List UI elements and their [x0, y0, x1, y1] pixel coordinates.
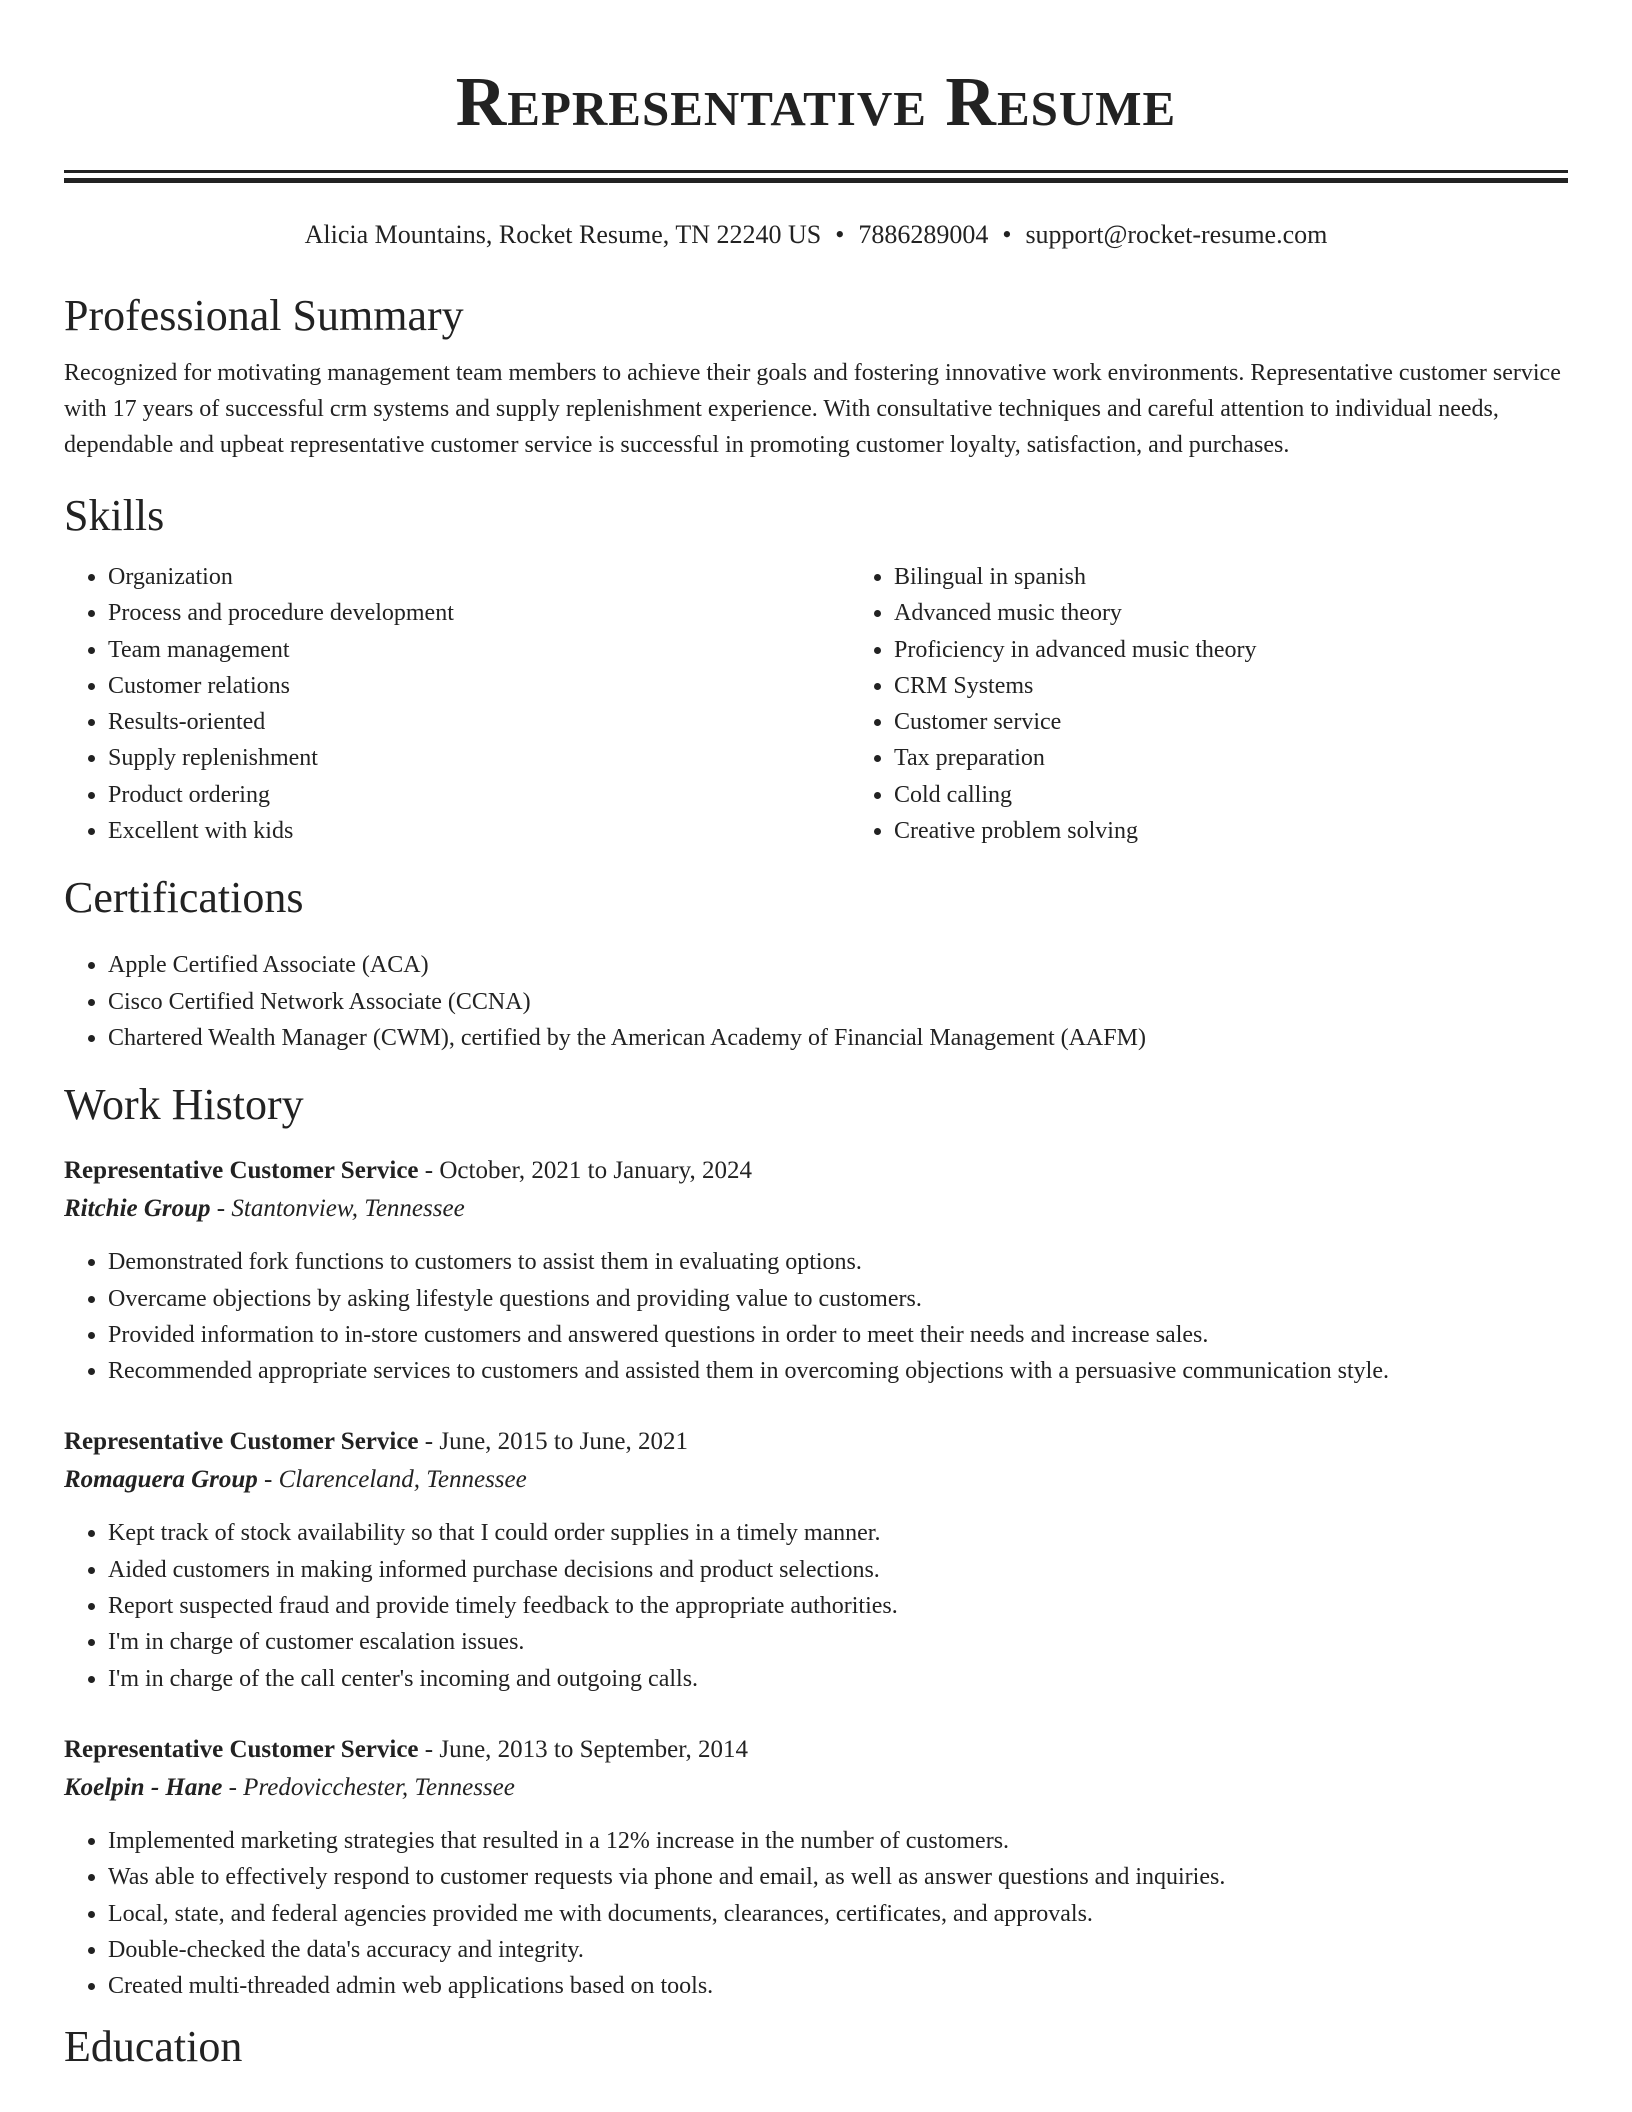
- job-bullet: • Kept track of stock availability so that I could order supplies in a timely manner.: [108, 1515, 1568, 1551]
- job-bullets: [64, 1244, 1568, 1389]
- certifications-heading: Certifications: [64, 873, 304, 923]
- skill-item: • Advanced music theory: [894, 595, 1632, 631]
- job-role: Representative Customer Service: [64, 1428, 419, 1456]
- summary-text: Recognized for motivating management team members to achieve their goals and fostering innovative work environments. Representative customer service with 17 years of successful crm systems and supply replenishment experience. With consultative techniques and careful attention to individual needs, dependable and upbeat representative customer service is successful in promoting customer loyalty, satisfaction, and purchases.: [64, 360, 1561, 458]
- job-bullet: • Created multi-threaded admin web applications based on tools.: [108, 1968, 1568, 2004]
- job-location: - Predovicchester, Tennessee: [222, 1773, 515, 1801]
- skill-item: • Tax preparation: [894, 740, 1632, 776]
- job-location: - Clarenceland, Tennessee: [257, 1466, 527, 1494]
- skill-item: • CRM Systems: [894, 668, 1632, 704]
- work-history-heading: Work History: [64, 1080, 304, 1130]
- job-entry: [64, 1423, 1568, 1696]
- contact-email[interactable]: support@rocket-resume.com: [1025, 220, 1328, 249]
- job-bullet: • Overcame objections by asking lifestyle questions and providing value to customers.: [108, 1281, 1568, 1317]
- skill-item: • Customer relations: [108, 668, 850, 704]
- certification-item: • Apple Certified Associate (ACA): [108, 947, 1568, 983]
- skill-item: • Excellent with kids: [108, 813, 850, 849]
- job-dates: - June, 2015 to June, 2021: [418, 1428, 688, 1456]
- job-company: Romaguera Group: [64, 1466, 258, 1494]
- certifications-list: [64, 947, 1568, 1056]
- job-employer: [64, 1190, 1568, 1228]
- job-bullet: • I'm in charge of the call center's incoming and outgoing calls.: [108, 1661, 1568, 1697]
- contact-line: [64, 219, 1568, 251]
- skill-item: • Proficiency in advanced music theory: [894, 632, 1632, 668]
- job-entry: [64, 1731, 1568, 2004]
- job-bullets: [64, 1823, 1568, 2004]
- job-bullet: • Implemented marketing strategies that resulted in a 12% increase in the number of customers.: [108, 1823, 1568, 1859]
- job-dates: - June, 2013 to September, 2014: [418, 1735, 749, 1763]
- job-bullet: • Double-checked the data's accuracy and integrity.: [108, 1932, 1568, 1968]
- job-bullet: • Was able to effectively respond to customer requests via phone and email, as well as answer questions and inquiries.: [108, 1859, 1568, 1895]
- job-location: - Stantonview, Tennessee: [210, 1195, 465, 1223]
- skill-item: • Bilingual in spanish: [894, 559, 1632, 595]
- contact-separator: •: [835, 220, 845, 249]
- contact-phone: 7886289004: [858, 220, 989, 249]
- job-header: [64, 1731, 1568, 1769]
- skills-list-left: [64, 559, 850, 849]
- skill-item: • Process and procedure development: [108, 595, 850, 631]
- job-bullet: • Local, state, and federal agencies provided me with documents, clearances, certificates, and approvals.: [108, 1896, 1568, 1932]
- skill-item: • Organization: [108, 559, 850, 595]
- certification-item: • Chartered Wealth Manager (CWM), certified by the American Academy of Financial Management (AAFM): [108, 1020, 1568, 1056]
- job-role: Representative Customer Service: [64, 1735, 419, 1763]
- job-entry: [64, 1152, 1568, 1389]
- skill-item: • Cold calling: [894, 777, 1632, 813]
- job-header: [64, 1152, 1568, 1190]
- skill-item: • Supply replenishment: [108, 740, 850, 776]
- education-heading: Education: [64, 2022, 243, 2072]
- job-bullet: • Recommended appropriate services to customers and assisted them in overcoming objections with a persuasive communication style.: [108, 1353, 1568, 1389]
- summary-heading: Professional Summary: [64, 291, 464, 340]
- job-bullet: • Demonstrated fork functions to customers to assist them in evaluating options.: [108, 1244, 1568, 1280]
- job-role: Representative Customer Service: [64, 1157, 419, 1185]
- job-bullet: • Provided information to in-store customers and answered questions in order to meet their needs and increase sales.: [108, 1317, 1568, 1353]
- skill-item: • Customer service: [894, 704, 1632, 740]
- skill-item: • Team management: [108, 632, 850, 668]
- job-dates: - October, 2021 to January, 2024: [418, 1157, 752, 1185]
- skill-item: • Creative problem solving: [894, 813, 1632, 849]
- resume-title: Representative Resume: [455, 64, 1177, 141]
- title-rule-bottom: [64, 178, 1568, 183]
- job-company: Ritchie Group: [64, 1195, 211, 1223]
- title-rule-top: [64, 170, 1568, 173]
- skills-list-right: [850, 559, 1632, 849]
- job-company: Koelpin - Hane: [64, 1773, 223, 1801]
- skill-item: • Product ordering: [108, 777, 850, 813]
- job-bullet: • Aided customers in making informed purchase decisions and product selections.: [108, 1552, 1568, 1588]
- job-bullet: • I'm in charge of customer escalation issues.: [108, 1624, 1568, 1660]
- job-header: [64, 1423, 1568, 1461]
- skills-columns: [64, 559, 1568, 849]
- job-employer: [64, 1769, 1568, 1807]
- skills-heading: Skills: [64, 491, 165, 540]
- job-employer: [64, 1461, 1568, 1499]
- job-bullet: • Report suspected fraud and provide timely feedback to the appropriate authorities.: [108, 1588, 1568, 1624]
- skill-item: • Results-oriented: [108, 704, 850, 740]
- job-bullets: [64, 1515, 1568, 1696]
- contact-separator: •: [1002, 220, 1012, 249]
- contact-address: Alicia Mountains, Rocket Resume, TN 22240 US: [304, 220, 822, 249]
- certification-item: • Cisco Certified Network Associate (CCNA): [108, 984, 1568, 1020]
